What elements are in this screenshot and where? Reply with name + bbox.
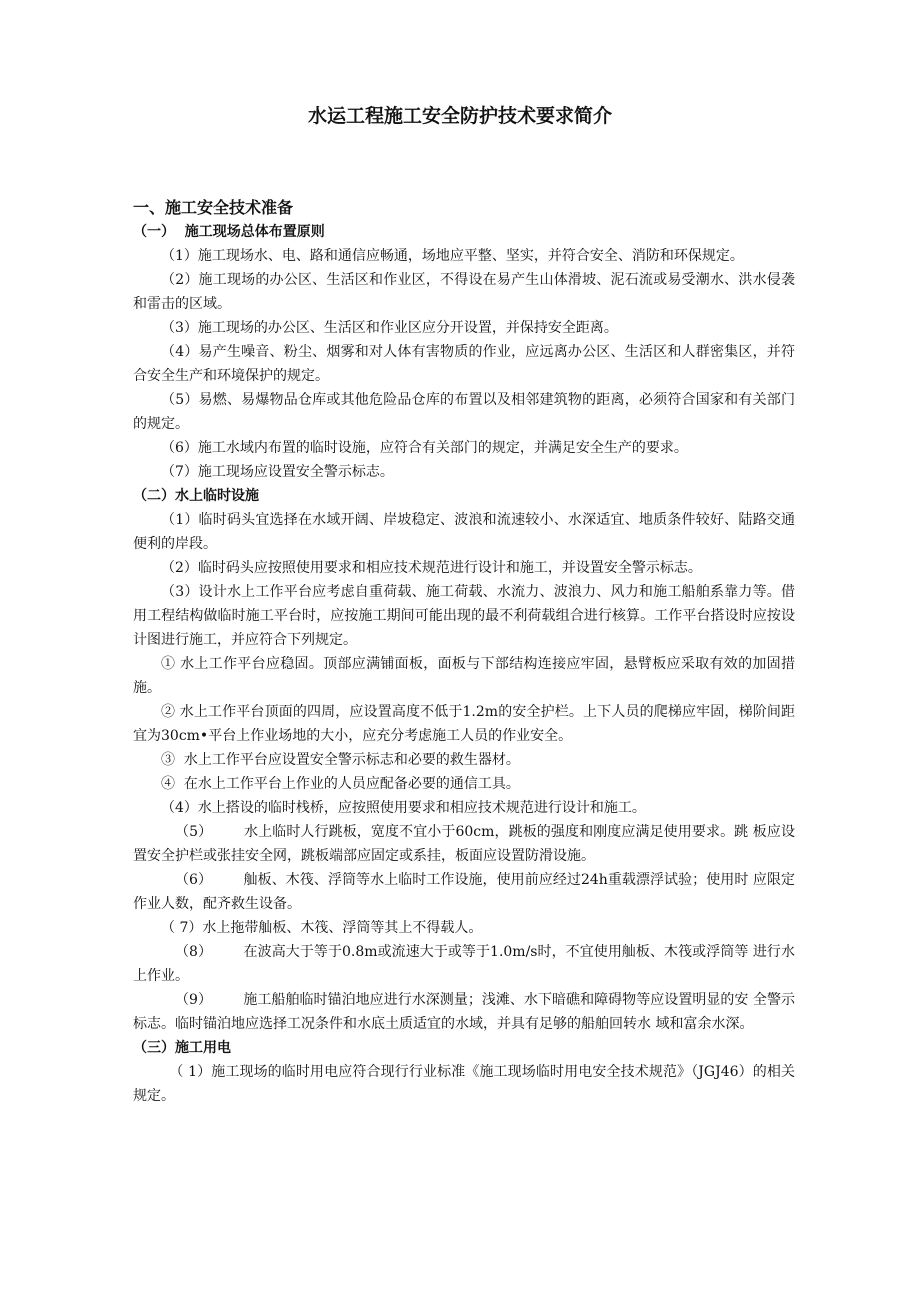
paragraph: （5）易燃、易爆物品仓库或其他危险品仓库的布置以及相邻建筑物的距离，必须符合国家和有关部门的规定。 [133,392,795,432]
paragraph: （ 1）施工现场的临时用电应符合现行行业标准《施工现场临时用电安全技术规范》（JGJ46）的相关规定。 [133,1064,795,1104]
paragraph: （1）施工现场水、电、路和通信应畅通，场地应平整、坚实，并符合安全、消防和环保规定。 [161,248,744,264]
paragraph: ④ 在水上工作平台上作业的人员应配备必要的通信工具。 [161,776,520,792]
paragraph: （9） 施工船舶临时锚泊地应进行水深测量；浅滩、水下暗礁和障碍物等应设置明显的安 全警示标志。临时锚泊地应选择工况条件和水底土质适宜的水域，并具有足够的船舶回转水 域和富余水深。 [133,992,795,1032]
document-body [133,196,795,1108]
subsection-heading: （二）水上临时设施 [133,488,259,504]
paragraph: （3）施工现场的办公区、生活区和作业区应分开设置，并保持安全距离。 [161,320,618,336]
paragraph: ① 水上工作平台应稳固。顶部应满铺面板，面板与下部结构连接应牢固，悬臂板应采取有效的加固措施。 [133,656,795,696]
subsection-heading: （一） 施工现场总体布置原则 [133,224,325,240]
document-title: 水运工程施工安全防护技术要求简介 [307,105,612,127]
paragraph: ③ 水上工作平台应设置安全警示标志和必要的救生器材。 [161,752,520,768]
paragraph: （2）施工现场的办公区、生活区和作业区，不得设在易产生山体滑坡、泥石流或易受潮水、洪水侵袭和雷击的区域。 [133,272,795,312]
paragraph: （5） 水上临时人行跳板，宽度不宜小于60cm，跳板的强度和刚度应满足使用要求。跳 板应设置安全护栏或张挂安全网，跳板端部应固定或系挂，板面应设置防滑设施。 [133,824,795,864]
paragraph: （1）临时码头宜选择在水域开阔、岸坡稳定、波浪和流速较小、水深适宜、地质条件较好、陆路交通便利的岸段。 [133,512,795,552]
section-heading: 一、施工安全技术准备 [133,198,294,217]
paragraph: （3）设计水上工作平台应考虑自重荷载、施工荷载、水流力、波浪力、风力和施工船舶系靠力等。借用工程结构做临时施工平台时，应按施工期间可能出现的最不利荷载组合进行核算。工作平台搭设时应按设计图进行施工，并应符合下列规定。 [133,584,795,648]
paragraph: （6） 舢板、木筏、浮筒等水上临时工作设施，使用前应经过24h重载漂浮试验；使用时 应限定作业人数，配齐救生设备。 [133,872,795,912]
paragraph: （4）易产生噪音、粉尘、烟雾和对人体有害物质的作业，应远离办公区、生活区和人群密集区，并符合安全生产和环境保护的规定。 [133,344,795,384]
paragraph: （4）水上搭设的临时栈桥，应按照使用要求和相应技术规范进行设计和施工。 [161,800,646,816]
paragraph: （ 7）水上拖带舢板、木筏、浮筒等其上不得载人。 [161,920,483,936]
paragraph: （8） 在波高大于等于0.8m或流速大于或等于1.0m/s时，不宜使用舢板、木筏或浮筒等 进行水上作业。 [133,944,795,984]
paragraph: （7）施工现场应设置安全警示标志。 [161,464,394,480]
subsection-heading: （三）施工用电 [133,1040,231,1056]
paragraph: （2）临时码头应按照使用要求和相应技术规范进行设计和施工，并设置安全警示标志。 [161,560,702,576]
paragraph: （6）施工水域内布置的临时设施，应符合有关部门的规定，并满足安全生产的要求。 [161,440,688,456]
paragraph: ② 水上工作平台顶面的四周，应设置高度不低于1.2m的安全护栏。上下人员的爬梯应牢固，梯阶间距宜为30cm•平台上作业场地的大小，应充分考虑施工人员的作业安全。 [133,704,795,744]
